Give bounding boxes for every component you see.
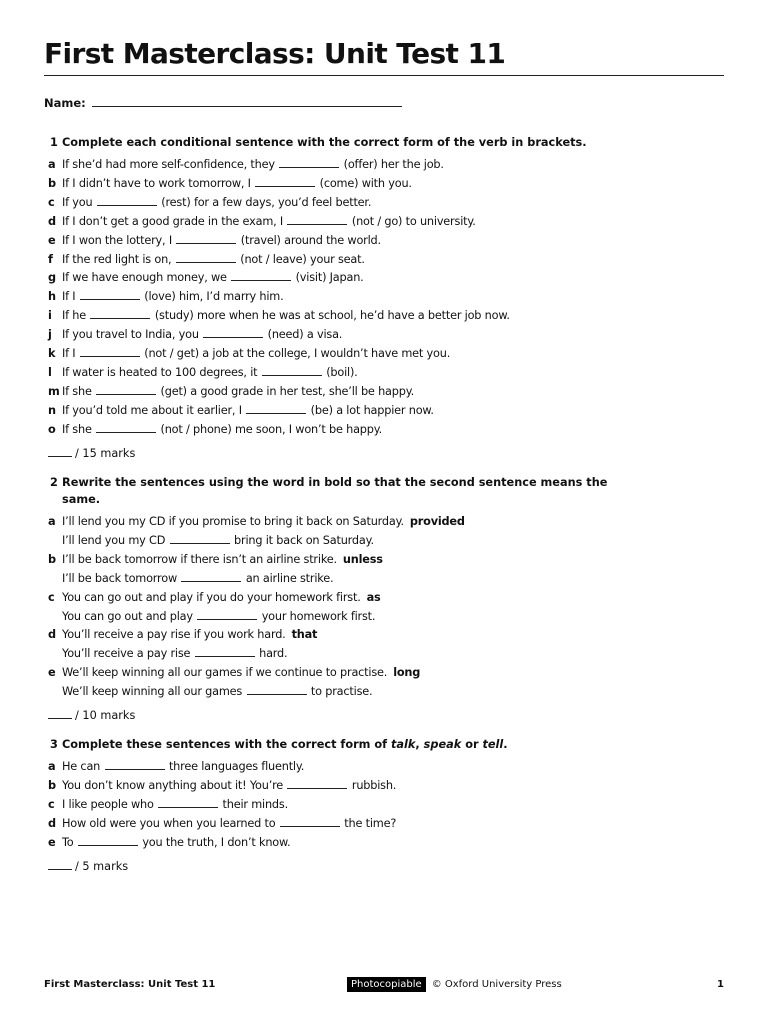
answer-blank[interactable] — [105, 758, 165, 770]
section-2-number: 2 — [50, 476, 58, 489]
photocopiable-badge: Photocopiable — [347, 977, 426, 992]
section-2-instruction: 2 Rewrite the sentences using the word in bold so that the second sentence means the same. — [50, 476, 608, 506]
item-sentence: You can go out and play if you do your homework first. — [62, 590, 361, 604]
section-2 — [44, 474, 614, 725]
question-item — [44, 213, 604, 232]
answer-blank[interactable] — [247, 683, 307, 695]
question-item — [44, 194, 604, 213]
question-item — [44, 402, 604, 421]
item-text: If I — [62, 290, 76, 304]
item-letter: g — [48, 271, 56, 285]
item-text: If I didn’t have to work tomorrow, I — [62, 176, 251, 190]
item-letter: e — [48, 835, 56, 849]
item-text: If she — [62, 384, 92, 398]
question-item — [44, 326, 604, 345]
question-item — [44, 589, 614, 608]
rewrite-line — [44, 532, 614, 551]
item-text: I like people who — [62, 797, 154, 811]
item-text: You can go out and play — [62, 609, 193, 623]
section-1-items — [44, 156, 604, 440]
item-text: I’ll be back tomorrow — [62, 571, 177, 585]
page-footer — [44, 976, 724, 994]
keyword: unless — [342, 552, 383, 566]
item-text: How old were you when you learned to — [62, 816, 276, 830]
answer-blank[interactable] — [78, 834, 138, 846]
answer-blank[interactable] — [203, 326, 263, 338]
item-text: (love) him, I’d marry him. — [144, 290, 284, 304]
answer-blank[interactable] — [96, 383, 156, 395]
question-item — [44, 307, 604, 326]
answer-blank[interactable] — [96, 421, 156, 433]
section-3-instruction: 3 Complete these sentences with the correct form of talk, speak or tell. — [50, 738, 508, 751]
item-text: If you’d told me about it earlier, I — [62, 403, 242, 417]
question-item — [44, 364, 604, 383]
item-text: (visit) Japan. — [295, 271, 364, 285]
item-text: To — [62, 835, 74, 849]
answer-blank[interactable] — [80, 345, 140, 357]
answer-blank[interactable] — [279, 156, 339, 168]
item-text: you the truth, I don’t know. — [142, 835, 291, 849]
page-number: 1 — [717, 979, 724, 990]
section-3-number: 3 — [50, 738, 58, 751]
item-text: (not / phone) me soon, I won’t be happy. — [160, 422, 383, 436]
name-row — [44, 94, 402, 111]
item-text: We’ll keep winning all our games — [62, 685, 243, 699]
item-letter: e — [48, 233, 56, 247]
rewrite-line — [44, 645, 614, 664]
item-text: (come) with you. — [319, 176, 412, 190]
item-text: I’ll lend you my CD — [62, 533, 166, 547]
section-2-items — [44, 513, 614, 702]
item-letter: o — [48, 422, 56, 436]
answer-blank[interactable] — [170, 532, 230, 544]
item-text: If you travel to India, you — [62, 328, 199, 342]
section-3-marks: / 5 marks — [44, 858, 604, 876]
page-title: First Masterclass: Unit Test 11 — [44, 37, 506, 70]
item-letter: c — [48, 195, 55, 209]
item-letter: b — [48, 176, 56, 190]
item-text: (get) a good grade in her test, she’ll be happy. — [160, 384, 414, 398]
item-text: (not / get) a job at the college, I wouldn’t have met you. — [144, 347, 451, 361]
item-letter: d — [48, 214, 56, 228]
item-text: hard. — [259, 647, 288, 661]
question-item — [44, 777, 604, 796]
item-text: (be) a lot happier now. — [310, 403, 434, 417]
question-item — [44, 269, 604, 288]
item-text: (need) a visa. — [267, 328, 343, 342]
question-item — [44, 815, 604, 834]
answer-blank[interactable] — [181, 570, 241, 582]
answer-blank[interactable] — [231, 269, 291, 281]
question-item — [44, 796, 604, 815]
item-text: to practise. — [310, 685, 373, 699]
answer-blank[interactable] — [176, 251, 236, 263]
item-sentence: I’ll lend you my CD if you promise to bring it back on Saturday. — [62, 515, 404, 528]
item-text: You’ll receive a pay rise — [62, 647, 191, 661]
question-item — [44, 175, 604, 194]
item-letter: c — [48, 590, 55, 604]
item-text: (not / leave) your seat. — [240, 252, 365, 266]
answer-blank[interactable] — [280, 815, 340, 827]
item-text: If we have enough money, we — [62, 271, 227, 285]
item-letter: b — [48, 552, 56, 566]
item-letter: c — [48, 797, 55, 811]
item-text: the time? — [344, 816, 397, 830]
answer-blank[interactable] — [255, 175, 315, 187]
question-item — [44, 664, 614, 683]
item-letter: e — [48, 666, 56, 680]
footer-title: First Masterclass: Unit Test 11 — [44, 979, 216, 990]
section-3 — [44, 736, 604, 876]
item-text: If the red light is on, — [62, 252, 172, 266]
name-blank[interactable] — [92, 94, 402, 107]
item-letter: n — [48, 403, 56, 417]
question-item — [44, 421, 604, 440]
question-item — [44, 551, 614, 570]
section-1-number: 1 — [50, 136, 58, 149]
item-text: (boil). — [326, 365, 358, 379]
item-letter: a — [48, 760, 56, 773]
question-item — [44, 345, 604, 364]
item-letter: d — [48, 628, 56, 642]
question-item — [44, 288, 604, 307]
item-text: If I won the lottery, I — [62, 233, 172, 247]
question-item — [44, 383, 604, 402]
rewrite-line — [44, 570, 614, 589]
section-1-marks: / 15 marks — [44, 445, 604, 463]
item-text: an airline strike. — [245, 571, 334, 585]
question-item — [44, 251, 604, 270]
item-letter: a — [48, 158, 56, 171]
keyword: provided — [409, 515, 465, 528]
answer-blank[interactable] — [176, 232, 236, 244]
section-3-items — [44, 758, 604, 853]
answer-blank[interactable] — [195, 645, 255, 657]
item-text: If water is heated to 100 degrees, it — [62, 365, 258, 379]
question-item — [44, 156, 604, 175]
rewrite-line — [44, 683, 614, 702]
answer-blank[interactable] — [246, 402, 306, 414]
answer-blank[interactable] — [158, 796, 218, 808]
rewrite-line — [44, 608, 614, 627]
item-text: (not / go) to university. — [351, 214, 476, 228]
item-letter: f — [48, 252, 53, 266]
item-letter: l — [48, 365, 52, 379]
item-letter: j — [48, 328, 52, 342]
item-text: their minds. — [222, 797, 288, 811]
item-text: three languages fluently. — [168, 760, 305, 773]
name-label: Name: — [44, 96, 86, 110]
answer-blank[interactable] — [90, 307, 150, 319]
item-letter: a — [48, 515, 56, 528]
answer-blank[interactable] — [287, 213, 347, 225]
section-1-instruction: 1 Complete each conditional sentence with the correct form of the verb in brackets. — [50, 136, 587, 149]
marks-blank[interactable] — [48, 445, 72, 457]
marks-blank[interactable] — [48, 707, 72, 719]
question-item — [44, 758, 604, 777]
item-text: If I — [62, 347, 76, 361]
answer-blank[interactable] — [97, 194, 157, 206]
item-text: your homework first. — [261, 609, 376, 623]
footer-publisher — [347, 976, 562, 994]
copyright-text: © Oxford University Press — [431, 979, 562, 990]
keyword: long — [393, 666, 421, 680]
answer-blank[interactable] — [197, 608, 257, 620]
item-letter: m — [48, 384, 60, 398]
title-divider — [44, 75, 724, 76]
item-sentence: I’ll be back tomorrow if there isn’t an airline strike. — [62, 552, 337, 566]
item-sentence: You’ll receive a pay rise if you work hard. — [62, 628, 286, 642]
item-letter: d — [48, 816, 56, 830]
item-text: If you — [62, 195, 93, 209]
item-text: If she’d had more self-confidence, they — [62, 158, 275, 171]
keyword: as — [366, 590, 381, 604]
marks-blank[interactable] — [48, 858, 72, 870]
question-item — [44, 232, 604, 251]
item-text: If I don’t get a good grade in the exam, I — [62, 214, 284, 228]
item-text: (study) more when he was at school, he’d have a better job now. — [154, 309, 510, 323]
item-text: (travel) around the world. — [240, 233, 381, 247]
item-text: You don’t know anything about it! You’re — [62, 778, 284, 792]
answer-blank[interactable] — [262, 364, 322, 376]
item-letter: h — [48, 290, 56, 304]
item-text: If she — [62, 422, 92, 436]
question-item — [44, 626, 614, 645]
item-text: He can — [62, 760, 101, 773]
answer-blank[interactable] — [80, 288, 140, 300]
question-item — [44, 834, 604, 853]
item-text: If he — [62, 309, 87, 323]
item-sentence: We’ll keep winning all our games if we continue to practise. — [62, 666, 388, 680]
item-letter: b — [48, 778, 56, 792]
item-letter: k — [48, 347, 56, 361]
item-letter: i — [48, 309, 52, 323]
answer-blank[interactable] — [287, 777, 347, 789]
section-2-marks: / 10 marks — [44, 707, 614, 725]
keyword: that — [291, 628, 318, 642]
section-1 — [44, 134, 604, 463]
item-text: rubbish. — [351, 778, 397, 792]
question-item — [44, 513, 614, 532]
item-text: (rest) for a few days, you’d feel better. — [161, 195, 372, 209]
item-text: bring it back on Saturday. — [234, 533, 374, 547]
item-text: (offer) her the job. — [343, 158, 444, 171]
